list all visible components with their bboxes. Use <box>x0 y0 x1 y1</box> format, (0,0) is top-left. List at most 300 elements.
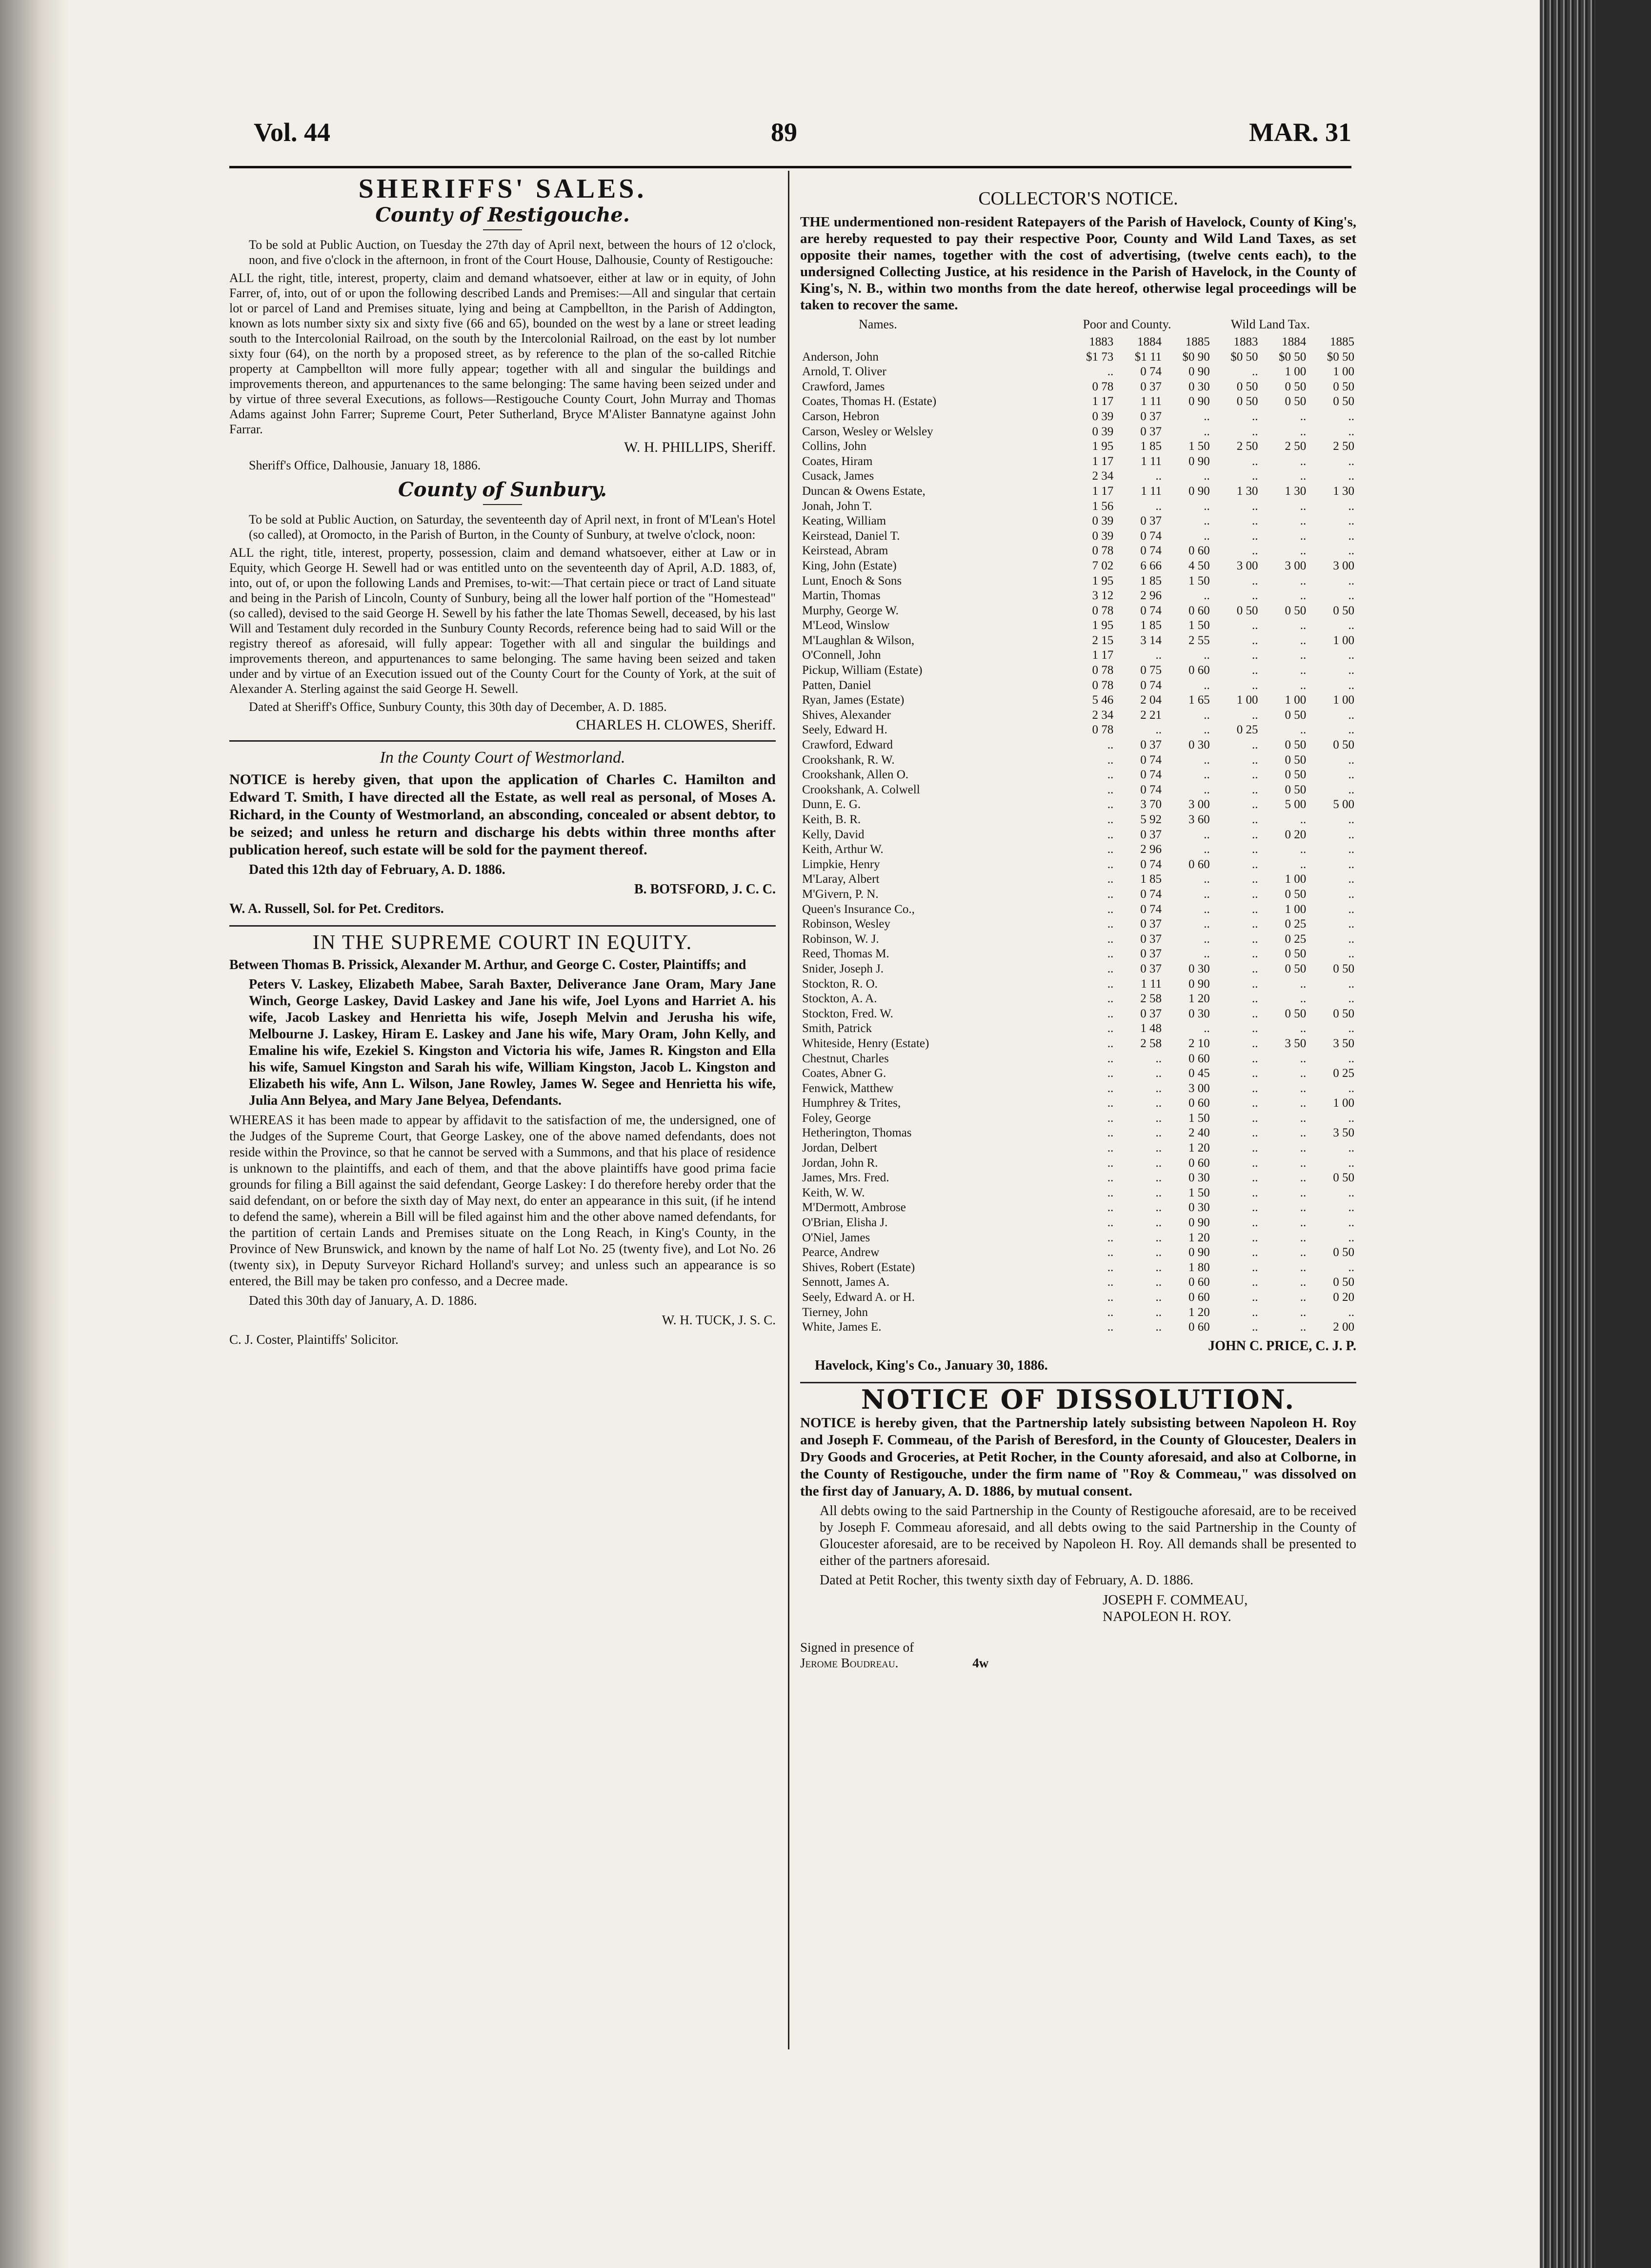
tax-amount: 0 78 <box>1092 723 1114 737</box>
tax-amount: .. <box>1107 798 1114 811</box>
tax-amount: .. <box>1251 1171 1258 1185</box>
tax-amount: 0 39 <box>1092 425 1114 438</box>
tax-amount: .. <box>1155 1305 1162 1319</box>
table-row <box>800 1231 1356 1246</box>
ratepayer-name: Limpkie, Henry <box>802 857 880 871</box>
tax-amount: .. <box>1204 648 1210 662</box>
restigouche-heading: County of Restigouche. <box>375 203 630 226</box>
tax-amount: 2 96 <box>1140 589 1162 603</box>
tax-amount: .. <box>1300 469 1307 483</box>
tax-amount: 0 60 <box>1188 1276 1210 1289</box>
tax-amount: .. <box>1204 1022 1210 1035</box>
tax-amount: .. <box>1204 469 1210 483</box>
table-row <box>800 1052 1356 1067</box>
tax-amount: 2 58 <box>1140 1036 1162 1050</box>
tax-amount: .. <box>1204 887 1210 901</box>
tax-amount: 1 00 <box>1236 693 1258 707</box>
tax-amount: .. <box>1204 872 1210 886</box>
tax-amount: 0 37 <box>1140 947 1162 961</box>
tax-amount: .. <box>1251 947 1258 961</box>
tax-amount: $0 90 <box>1182 350 1210 364</box>
ratepayer-name: O'Niel, James <box>802 1231 870 1244</box>
tax-amount: .. <box>1204 828 1210 841</box>
tax-amount: .. <box>1300 1291 1307 1304</box>
tax-amount: 0 37 <box>1140 409 1162 423</box>
ratepayer-name: Shives, Alexander <box>802 708 891 722</box>
ratepayer-name: Arnold, T. Oliver <box>802 365 886 379</box>
tax-amount: 1 50 <box>1188 440 1210 453</box>
tax-amount: .. <box>1251 499 1258 513</box>
tax-amount: 1 11 <box>1141 977 1162 991</box>
tax-amount: .. <box>1348 1231 1354 1244</box>
book-spine-shadow <box>0 0 68 2268</box>
tax-amount: 1 30 <box>1236 484 1258 498</box>
tax-amount: .. <box>1348 648 1354 662</box>
table-row <box>800 693 1356 708</box>
tax-amount: 3 14 <box>1140 633 1162 647</box>
table-row <box>800 1156 1356 1171</box>
tax-amount: 0 60 <box>1188 1096 1210 1110</box>
table-row <box>800 469 1356 484</box>
tax-amount: .. <box>1348 902 1354 916</box>
tax-amount: .. <box>1251 425 1258 438</box>
tax-amount: 0 50 <box>1236 604 1258 617</box>
tax-amount: .. <box>1251 1186 1258 1199</box>
column-divider <box>788 171 789 2049</box>
tax-table-body <box>800 350 1356 1335</box>
tax-amount: .. <box>1251 1291 1258 1304</box>
tax-amount: .. <box>1107 1081 1114 1095</box>
tax-amount: 0 74 <box>1140 783 1162 796</box>
year-header: 1885 <box>1185 335 1210 348</box>
tax-amount: .. <box>1251 857 1258 871</box>
tax-amount: 0 30 <box>1188 1201 1210 1215</box>
dissolution-heading: NOTICE OF DISSOLUTION. <box>861 1383 1296 1415</box>
tax-amount: .. <box>1251 1022 1258 1035</box>
left-column <box>229 176 776 1351</box>
tax-amount: .. <box>1348 1260 1354 1274</box>
tax-amount: .. <box>1348 857 1354 871</box>
tax-amount: 2 96 <box>1140 843 1162 856</box>
ratepayer-name: Smith, Patrick <box>802 1022 872 1035</box>
tax-amount: .. <box>1300 813 1307 826</box>
ratepayer-name: O'Brian, Elisha J. <box>802 1216 888 1230</box>
table-row <box>800 439 1356 454</box>
tax-amount: .. <box>1251 992 1258 1006</box>
tax-amount: .. <box>1155 1171 1162 1185</box>
tax-amount: $1 11 <box>1134 350 1162 364</box>
tax-amount: .. <box>1348 544 1354 558</box>
tax-amount: .. <box>1251 1036 1258 1050</box>
tax-amount: .. <box>1348 828 1354 841</box>
tax-amount: .. <box>1107 1052 1114 1065</box>
table-row <box>800 1066 1356 1081</box>
tax-amount: 0 50 <box>1333 1171 1354 1185</box>
tax-amount: .. <box>1300 843 1307 856</box>
tax-amount: .. <box>1107 872 1114 886</box>
tax-amount: .. <box>1107 768 1114 782</box>
tax-amount: .. <box>1251 932 1258 946</box>
tax-amount: .. <box>1155 1246 1162 1259</box>
tax-amount: .. <box>1107 1216 1114 1230</box>
tax-amount: .. <box>1155 1126 1162 1140</box>
tax-amount: .. <box>1348 1186 1354 1199</box>
tax-amount: .. <box>1348 619 1354 632</box>
table-row <box>800 902 1356 917</box>
ratepayer-name: Carson, Wesley or Welsley <box>802 425 933 438</box>
table-row <box>800 842 1356 857</box>
westmorland-dated: Dated this 12th day of February, A. D. 1886. <box>249 862 505 877</box>
tax-amount: .. <box>1155 1320 1162 1334</box>
table-row <box>800 1200 1356 1215</box>
tax-amount: 0 50 <box>1333 1007 1354 1020</box>
tax-amount: 0 50 <box>1285 753 1307 767</box>
ratepayer-name: Jordan, Delbert <box>802 1141 878 1155</box>
tax-amount: .. <box>1204 425 1210 438</box>
tax-amount: .. <box>1155 1156 1162 1170</box>
westmorland-heading: In the County Court of Westmorland. <box>380 749 625 767</box>
equity-heading: IN THE SUPREME COURT IN EQUITY. <box>312 932 693 954</box>
tax-amount: 0 60 <box>1188 1320 1210 1334</box>
tax-amount: 0 74 <box>1140 529 1162 543</box>
tax-amount: 3 50 <box>1333 1126 1354 1140</box>
tax-amount: 3 00 <box>1236 559 1258 572</box>
tax-amount: 0 78 <box>1092 544 1114 558</box>
table-row <box>800 529 1356 544</box>
tax-amount: .. <box>1107 1231 1114 1244</box>
tax-amount: .. <box>1348 1081 1354 1095</box>
ratepayer-name: Jonah, John T. <box>802 499 872 513</box>
tax-amount: .. <box>1107 917 1114 931</box>
ratepayer-name: Pearce, Andrew <box>802 1246 880 1259</box>
tax-amount: 0 37 <box>1140 514 1162 528</box>
tax-amount: 0 50 <box>1285 783 1307 796</box>
tax-amount: 1 00 <box>1333 365 1354 379</box>
tax-amount: .. <box>1251 738 1258 752</box>
tax-amount: .. <box>1155 1111 1162 1125</box>
tax-amount: 3 00 <box>1333 559 1354 572</box>
tax-amount: 0 60 <box>1188 1291 1210 1304</box>
dissolution-body-2: All debts owing to the said Partnership in the County of Restigouche aforesaid, are to be received by Joseph F. Commeau aforesaid, and all debts owing to the said Partnership in the County of Gloucester aforesaid, are to be received by Napoleon H. Roy. All demands shall be presented to either of the partners aforesaid. <box>820 1503 1356 1568</box>
tax-amount: .. <box>1300 857 1307 871</box>
tax-table-group-header <box>800 316 1356 333</box>
westmorland-body: NOTICE is hereby given, that upon the application of Charles C. Hamilton and Edward T. Smith, I have directed all the Estate, as well real as personal, of Moses A. Richard, in the County of Westmorland, an absconding, concealed or absent debtor, to be seized; and unless he return and discharge his debts within three months after publication hereof, such estate will be sold for the payment thereof. <box>229 771 776 858</box>
tax-amount: 5 00 <box>1285 798 1307 811</box>
tax-amount: 2 04 <box>1140 693 1162 707</box>
tax-amount: .. <box>1300 1126 1307 1140</box>
tax-amount: .. <box>1348 409 1354 423</box>
ratepayer-name: Ryan, James (Estate) <box>802 693 905 707</box>
tax-amount: .. <box>1251 813 1258 826</box>
tax-amount: 3 70 <box>1140 798 1162 811</box>
ratepayer-name: Keirstead, Daniel T. <box>802 529 900 543</box>
header-rule <box>229 166 1351 168</box>
tax-amount: 0 50 <box>1285 962 1307 975</box>
tax-amount: .. <box>1348 425 1354 438</box>
tax-amount: .. <box>1107 887 1114 901</box>
tax-amount: .. <box>1107 1022 1114 1035</box>
tax-amount: .. <box>1300 1141 1307 1155</box>
year-header: 1885 <box>1330 335 1354 348</box>
table-row <box>800 1036 1356 1052</box>
ratepayer-name: Cusack, James <box>802 469 874 483</box>
tax-amount: .. <box>1251 962 1258 975</box>
volume-label: Vol. 44 <box>254 118 331 147</box>
tax-amount: .. <box>1204 723 1210 737</box>
witness-block <box>800 1640 1356 1671</box>
tax-amount: .. <box>1300 1022 1307 1035</box>
tax-amount: .. <box>1300 1052 1307 1065</box>
ratepayer-name: O'Connell, John <box>802 648 881 662</box>
table-row <box>800 977 1356 992</box>
restigouche-signature: W. H. PHILLIPS, Sheriff. <box>624 439 776 455</box>
ratepayer-name: Crookshank, R. W. <box>802 753 895 767</box>
page-header <box>254 117 1351 161</box>
tax-amount: 0 39 <box>1092 514 1114 528</box>
year-header: 1883 <box>1233 335 1258 348</box>
ratepayer-name: M'Leod, Winslow <box>802 619 890 632</box>
tax-amount: 1 85 <box>1140 872 1162 886</box>
tax-amount: 1 48 <box>1140 1022 1162 1035</box>
collector-dated: Havelock, King's Co., January 30, 1886. <box>815 1357 1048 1373</box>
tax-amount: 0 74 <box>1140 887 1162 901</box>
tax-amount: .. <box>1251 843 1258 856</box>
tax-amount: .. <box>1348 1216 1354 1230</box>
tax-amount: .. <box>1107 962 1114 975</box>
tax-amount: 3 50 <box>1285 1036 1307 1050</box>
signer-commeau: JOSEPH F. COMMEAU, <box>1103 1592 1248 1608</box>
ratepayer-name: Lunt, Enoch & Sons <box>802 574 902 587</box>
tax-amount: 2 55 <box>1188 633 1210 647</box>
tax-amount: .. <box>1300 425 1307 438</box>
tax-amount: .. <box>1204 589 1210 603</box>
tax-amount: .. <box>1348 768 1354 782</box>
tax-amount: .. <box>1251 1260 1258 1274</box>
sunbury-body: ALL the right, title, interest, property, possession, claim and demand whatsoever, either at Law or in Equity, which George H. Sewell had or was entitled unto on the seventeenth day of April, A.D. 1883, of, into, out of, or upon the following Lands and Premises, to-wit:—That certain piece or tract of Land situate and being in the Parish of Lincoln, County of Sunbury, being all the lower half portion of the "Homestead" (so called), devised to the said George H. Sewell by his father the late Thomas Sewell, deceased, by his last Will and Testament duly recorded in the Sunbury County Records, reference being had to said Will or the registry thereof as aforesaid, will fully appear: Together with all and singular the buildings and improvements thereon, and appurtenances to same belonging. The same having been seized and taken under and by virtue of an Execution issued out of the County Court for the County of York, at the suit of Alexander A. Sterling against the said George H. Sewell. <box>229 546 776 696</box>
tax-amount: 1 50 <box>1188 619 1210 632</box>
tax-amount: .. <box>1204 678 1210 692</box>
ratepayer-name: Jordan, John R. <box>802 1156 878 1170</box>
tax-amount: 0 78 <box>1092 604 1114 617</box>
table-row <box>800 380 1356 395</box>
tax-amount: .. <box>1155 1231 1162 1244</box>
tax-amount: 3 12 <box>1092 589 1114 603</box>
tax-amount: 2 40 <box>1188 1126 1210 1140</box>
tax-amount: 2 50 <box>1236 440 1258 453</box>
equity-signature: W. H. TUCK, J. S. C. <box>662 1313 776 1327</box>
ratepayer-name: Keirstead, Abram <box>802 544 888 558</box>
ratepayer-name: Keith, W. W. <box>802 1186 865 1199</box>
tax-amount: .. <box>1300 977 1307 991</box>
tax-amount: 2 10 <box>1188 1036 1210 1050</box>
tax-amount: .. <box>1251 1081 1258 1095</box>
tax-amount: .. <box>1300 723 1307 737</box>
tax-amount: 1 17 <box>1092 395 1114 408</box>
tax-amount: .. <box>1348 454 1354 468</box>
tax-amount: .. <box>1251 1305 1258 1319</box>
tax-amount: .. <box>1348 932 1354 946</box>
tax-amount: .. <box>1300 678 1307 692</box>
year-header: 1884 <box>1282 335 1307 348</box>
tax-amount: .. <box>1348 917 1354 931</box>
tax-amount: 0 25 <box>1333 1067 1354 1080</box>
tax-amount: 3 60 <box>1188 813 1210 826</box>
tax-amount: .. <box>1300 544 1307 558</box>
tax-amount: .. <box>1155 1186 1162 1199</box>
tax-amount: 0 50 <box>1236 395 1258 408</box>
table-row <box>800 1245 1356 1260</box>
tax-amount: .. <box>1251 678 1258 692</box>
tax-amount: .. <box>1348 843 1354 856</box>
table-row <box>800 1081 1356 1096</box>
tax-amount: 0 37 <box>1140 380 1162 393</box>
tax-amount: .. <box>1300 1276 1307 1289</box>
tax-amount: .. <box>1348 872 1354 886</box>
ratepayer-name: Crawford, Edward <box>802 738 893 752</box>
equity-defendants: Peters V. Laskey, Elizabeth Mabee, Sarah Baxter, Deliverance Jane Oram, Mary Jane Winch, George Laskey, David Laskey and Jane his wife, Joel Lyons and Harriet A. his wife, Jacob Laskey and Henrietta his wife, Joseph Melvin and Jerusha his wife, Melbourne J. Laskey, Hiram E. Laskey and Jane his wife, Mary Oram, John Kelly, and Emaline his wife, Ezekiel S. Kingston and Victoria his wife, James R. Kingston and Ella his wife, Samuel Kingston and Sarah his wife, William Kingston, Jacob L. Kingston and Elizabeth his wife, Ann L. Wilson, Jane Rowley, James W. Segee and Henrietta his wife, Julia Ann Belyea, and Mary Jane Belyea, Defendants. <box>249 977 776 1108</box>
ratepayer-name: King, John (Estate) <box>802 559 897 572</box>
tax-amount: 2 34 <box>1092 708 1114 722</box>
tax-amount: .. <box>1155 1096 1162 1110</box>
tax-amount: .. <box>1251 1141 1258 1155</box>
tax-amount: .. <box>1251 648 1258 662</box>
table-row <box>800 1126 1356 1141</box>
ratepayer-name: Keith, B. R. <box>802 813 861 826</box>
tax-amount: .. <box>1300 499 1307 513</box>
tax-amount: .. <box>1251 872 1258 886</box>
year-header: 1884 <box>1137 335 1162 348</box>
tax-amount: 1 00 <box>1333 1096 1354 1110</box>
tax-amount: 1 50 <box>1188 1111 1210 1125</box>
westmorland-solicitor: W. A. Russell, Sol. for Pet. Creditors. <box>229 901 444 916</box>
tax-amount: .. <box>1251 633 1258 647</box>
tax-amount: .. <box>1204 529 1210 543</box>
tax-amount: .. <box>1107 753 1114 767</box>
tax-amount: 0 37 <box>1140 917 1162 931</box>
tax-amount: .. <box>1107 1067 1114 1080</box>
tax-amount: 0 50 <box>1333 395 1354 408</box>
tax-amount: .. <box>1155 1216 1162 1230</box>
tax-amount: .. <box>1107 1111 1114 1125</box>
restigouche-intro: To be sold at Public Auction, on Tuesday the 27th day of April next, between the hours of 12 o'clock, noon, and five o'clock in the afternoon, in front of the Court House, Dalhousie, County of Restigouche: <box>249 238 776 267</box>
tax-amount: .. <box>1204 753 1210 767</box>
tax-amount: .. <box>1348 574 1354 587</box>
tax-amount: .. <box>1300 992 1307 1006</box>
tax-amount: .. <box>1348 1111 1354 1125</box>
tax-amount: .. <box>1251 708 1258 722</box>
page-number: 89 <box>771 118 797 147</box>
tax-amount: 0 90 <box>1188 1216 1210 1230</box>
witness-line: Signed in presence of <box>800 1640 914 1655</box>
tax-amount: 0 60 <box>1188 1156 1210 1170</box>
tax-amount: .. <box>1204 843 1210 856</box>
poor-county-header: Poor and County. <box>1083 317 1171 331</box>
dissolution-body-1: NOTICE is hereby given, that the Partnership lately subsisting between Napoleon H. Roy and Joseph F. Commeau, of the Parish of Beresford, in the County of Gloucester, Dealers in Dry Goods and Groceries, at Petit Rocher, in the County aforesaid, and also at Colborne, in the County of Restigouche, under the firm name of "Roy & Commeau," was dissolved on the first day of January, A. D. 1886, by mutual consent. <box>800 1415 1356 1499</box>
table-row <box>800 932 1356 947</box>
tax-amount: 0 30 <box>1188 1171 1210 1185</box>
tax-amount: .. <box>1300 409 1307 423</box>
tax-amount: .. <box>1348 947 1354 961</box>
table-row <box>800 499 1356 514</box>
year-header-row <box>800 335 1356 350</box>
tax-amount: .. <box>1155 1081 1162 1095</box>
tax-amount: .. <box>1251 514 1258 528</box>
tax-amount: 2 15 <box>1092 633 1114 647</box>
tax-amount: 0 50 <box>1333 738 1354 752</box>
tax-amount: .. <box>1348 723 1354 737</box>
ratepayer-name: M'Dermott, Ambrose <box>802 1201 906 1215</box>
tax-amount: 0 30 <box>1188 1007 1210 1020</box>
table-row <box>800 1007 1356 1022</box>
tax-amount: 0 30 <box>1188 962 1210 975</box>
tax-amount: .. <box>1251 1201 1258 1215</box>
tax-amount: .. <box>1107 1276 1114 1289</box>
tax-amount: 0 50 <box>1285 887 1307 901</box>
ratepayer-name: Coates, Abner G. <box>802 1067 886 1080</box>
table-row <box>800 872 1356 887</box>
table-row <box>800 768 1356 783</box>
tax-amount: 2 58 <box>1140 992 1162 1006</box>
tax-amount: .. <box>1251 454 1258 468</box>
restigouche-dated: Sheriff's Office, Dalhousie, January 18, 1886. <box>249 458 481 472</box>
tax-amount: .. <box>1251 1126 1258 1140</box>
table-row <box>800 633 1356 648</box>
dissolution-dated: Dated at Petit Rocher, this twenty sixth day of February, A. D. 1886. <box>820 1572 1194 1588</box>
tax-amount: .. <box>1251 529 1258 543</box>
tax-amount: .. <box>1204 902 1210 916</box>
wild-land-header: Wild Land Tax. <box>1230 317 1310 331</box>
ratepayer-name: Carson, Hebron <box>802 409 880 423</box>
tax-amount: 0 90 <box>1188 977 1210 991</box>
ratepayer-name: Snider, Joseph J. <box>802 962 884 975</box>
tax-amount: $0 50 <box>1230 350 1258 364</box>
westmorland-signature: B. BOTSFORD, J. C. C. <box>634 882 776 897</box>
tax-amount: .. <box>1300 589 1307 603</box>
tax-amount: .. <box>1155 1141 1162 1155</box>
table-row <box>800 663 1356 678</box>
tax-amount: 0 37 <box>1140 425 1162 438</box>
tax-amount: .. <box>1251 768 1258 782</box>
tax-amount: .. <box>1300 1201 1307 1215</box>
tax-amount: 1 20 <box>1188 1141 1210 1155</box>
table-row <box>800 425 1356 440</box>
tax-amount: .. <box>1107 1126 1114 1140</box>
tax-amount: 0 75 <box>1140 664 1162 677</box>
tax-amount: 4 50 <box>1188 559 1210 572</box>
tax-amount: 0 37 <box>1140 962 1162 975</box>
tax-amount: .. <box>1348 678 1354 692</box>
table-row <box>800 1260 1356 1276</box>
table-row <box>800 618 1356 633</box>
tax-amount: 1 11 <box>1141 484 1162 498</box>
tax-amount: .. <box>1251 1096 1258 1110</box>
tax-amount: 0 25 <box>1285 917 1307 931</box>
tax-amount: .. <box>1107 1186 1114 1199</box>
tax-amount: 1 17 <box>1092 484 1114 498</box>
tax-amount: .. <box>1204 783 1210 796</box>
tax-amount: .. <box>1348 1052 1354 1065</box>
table-row <box>800 484 1356 499</box>
ratepayer-name: Hetherington, Thomas <box>802 1126 912 1140</box>
tax-amount: 0 90 <box>1188 484 1210 498</box>
table-row <box>800 992 1356 1007</box>
section-rule <box>229 740 776 742</box>
table-row <box>800 678 1356 693</box>
tax-amount: .. <box>1107 1320 1114 1334</box>
tax-amount: .. <box>1348 783 1354 796</box>
tax-amount: 1 00 <box>1333 633 1354 647</box>
tax-amount: 5 92 <box>1140 813 1162 826</box>
